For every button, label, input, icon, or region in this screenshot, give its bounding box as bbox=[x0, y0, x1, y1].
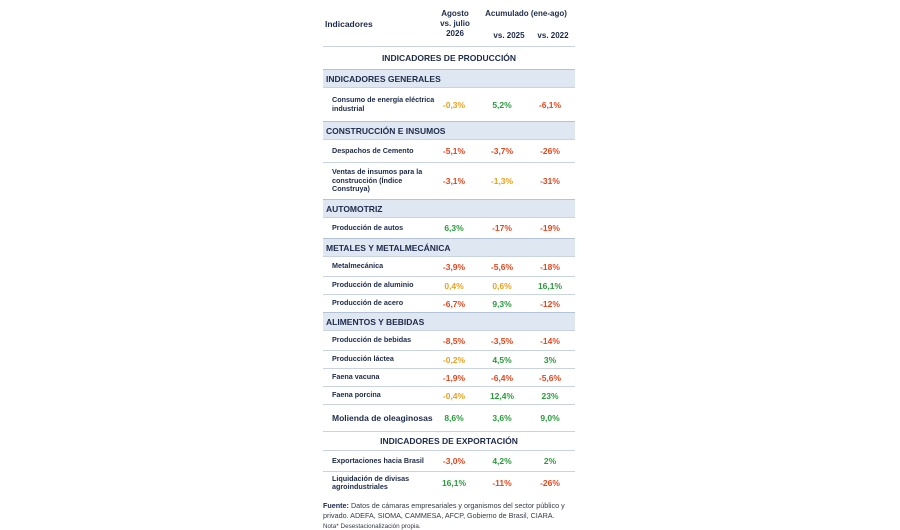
value-agosto-vs-julio: -1,9% bbox=[442, 372, 466, 383]
value-vs-2025: -17% bbox=[492, 223, 512, 233]
footer-source-text: Datos de cámaras empresariales y organismos del sector público y privado. ADEFA, SIOMA, CAMMESA, AFCP, Gobierno de Brasil, CIARA. bbox=[323, 501, 565, 520]
value-vs-2025: -3,5% bbox=[490, 335, 514, 346]
table-row bbox=[323, 87, 575, 121]
value-vs-2022: -6,1% bbox=[538, 99, 562, 110]
value-vs-2022: 16,1% bbox=[537, 280, 563, 291]
table-body bbox=[323, 46, 575, 494]
table-row bbox=[323, 368, 575, 386]
table-row bbox=[323, 471, 575, 494]
table-row bbox=[323, 217, 575, 238]
indicator-label: Producción de acero bbox=[332, 298, 404, 308]
header-col1-line1: Agosto bbox=[441, 9, 469, 18]
value-vs-2022: -5,6% bbox=[538, 372, 562, 383]
table-row bbox=[323, 330, 575, 350]
indicator-label: Ventas de insumos para la construcción (Índice Construya) bbox=[332, 167, 423, 194]
category-header: AUTOMOTRIZ bbox=[323, 199, 575, 217]
value-agosto-vs-julio: -8,5% bbox=[442, 335, 466, 346]
footer-note-text: Desestacionalización propia. bbox=[340, 523, 421, 530]
value-vs-2025: 9,3% bbox=[492, 298, 512, 309]
value-vs-2025: -1,3% bbox=[490, 176, 514, 186]
table-row bbox=[323, 386, 575, 404]
header-col1-line2: vs. julio bbox=[440, 19, 470, 28]
section-title: INDICADORES DE EXPORTACIÓN bbox=[323, 431, 575, 450]
value-agosto-vs-julio: -6,7% bbox=[442, 298, 466, 309]
indicator-label: Exportaciones hacia Brasil bbox=[332, 455, 424, 465]
value-vs-2022: -18% bbox=[540, 261, 560, 272]
value-agosto-vs-julio: -3,9% bbox=[442, 261, 466, 272]
value-vs-2025: 3,6% bbox=[492, 413, 512, 423]
value-vs-2022: -26% bbox=[540, 478, 560, 488]
value-agosto-vs-julio: -0,4% bbox=[442, 390, 466, 401]
header-acumulado: Acumulado (ene-ago) bbox=[485, 9, 567, 18]
value-agosto-vs-julio: 8,6% bbox=[444, 413, 464, 423]
indicator-label: Despachos de Cemento bbox=[332, 145, 414, 155]
value-vs-2022: -31% bbox=[540, 176, 560, 186]
footer-source bbox=[323, 501, 575, 520]
value-vs-2022: -12% bbox=[540, 298, 560, 309]
indicator-label: Producción de aluminio bbox=[332, 280, 414, 290]
table-row bbox=[323, 294, 575, 312]
table-row bbox=[323, 450, 575, 471]
value-agosto-vs-julio: -3,0% bbox=[442, 456, 466, 466]
value-agosto-vs-julio: 16,1% bbox=[441, 478, 467, 488]
value-vs-2022: -14% bbox=[540, 335, 560, 346]
value-vs-2025: 0,6% bbox=[492, 280, 512, 291]
table-header bbox=[323, 6, 575, 46]
value-agosto-vs-julio: -3,1% bbox=[442, 176, 466, 186]
header-vs-2022: vs. 2022 bbox=[537, 31, 569, 40]
category-header: CONSTRUCCIÓN E INSUMOS bbox=[323, 121, 575, 139]
indicator-label: Metalmecánica bbox=[332, 261, 384, 271]
category-header: METALES Y METALMECÁNICA bbox=[323, 238, 575, 256]
value-vs-2022: 3% bbox=[543, 354, 557, 365]
value-vs-2025: 12,4% bbox=[489, 390, 515, 401]
value-vs-2022: -19% bbox=[540, 223, 560, 233]
value-agosto-vs-julio: -0,3% bbox=[442, 99, 466, 110]
footer-note-label: Nota* bbox=[323, 523, 339, 530]
category-header: INDICADORES GENERALES bbox=[323, 69, 575, 87]
value-vs-2025: -6,4% bbox=[490, 372, 514, 383]
value-vs-2025: -3,7% bbox=[490, 146, 514, 156]
indicator-label: Molienda de oleaginosas bbox=[332, 413, 433, 423]
value-agosto-vs-julio: -0,2% bbox=[442, 354, 466, 365]
table-row bbox=[323, 350, 575, 368]
category-header: ALIMENTOS Y BEBIDAS bbox=[323, 312, 575, 330]
table-row bbox=[323, 162, 575, 199]
indicator-label: Consumo de energía eléctrica industrial bbox=[332, 95, 435, 113]
table-row bbox=[323, 404, 575, 431]
value-vs-2025: -5,6% bbox=[490, 261, 514, 272]
indicator-label: Producción de autos bbox=[332, 222, 404, 232]
header-indicadores: Indicadores bbox=[325, 19, 373, 29]
value-agosto-vs-julio: -5,1% bbox=[442, 146, 466, 156]
table-row bbox=[323, 276, 575, 294]
value-vs-2025: -11% bbox=[492, 478, 512, 488]
value-vs-2025: 4,2% bbox=[492, 456, 512, 466]
value-vs-2022: 2% bbox=[543, 456, 557, 466]
value-vs-2025: 4,5% bbox=[492, 354, 512, 365]
indicator-label: Faena porcina bbox=[332, 390, 381, 400]
table-row bbox=[323, 256, 575, 276]
indicators-panel bbox=[323, 6, 575, 530]
value-vs-2022: -26% bbox=[540, 146, 560, 156]
header-col1-line3: 2026 bbox=[446, 29, 464, 38]
indicator-label: Liquidación de divisas agroindustriales bbox=[332, 473, 410, 491]
value-agosto-vs-julio: 0,4% bbox=[444, 280, 464, 291]
indicator-label: Faena vacuna bbox=[332, 372, 380, 382]
footer-source-label: Fuente: bbox=[323, 501, 349, 510]
value-vs-2025: 5,2% bbox=[492, 99, 512, 110]
value-agosto-vs-julio: 6,3% bbox=[444, 223, 464, 233]
indicator-label: Producción de bebidas bbox=[332, 335, 412, 345]
indicator-label: Producción láctea bbox=[332, 354, 394, 364]
footer-note bbox=[323, 523, 575, 530]
header-vs-2025: vs. 2025 bbox=[493, 31, 525, 40]
section-title: INDICADORES DE PRODUCCIÓN bbox=[323, 46, 575, 69]
table-row bbox=[323, 139, 575, 162]
value-vs-2022: 23% bbox=[541, 390, 559, 401]
value-vs-2022: 9,0% bbox=[540, 413, 560, 423]
